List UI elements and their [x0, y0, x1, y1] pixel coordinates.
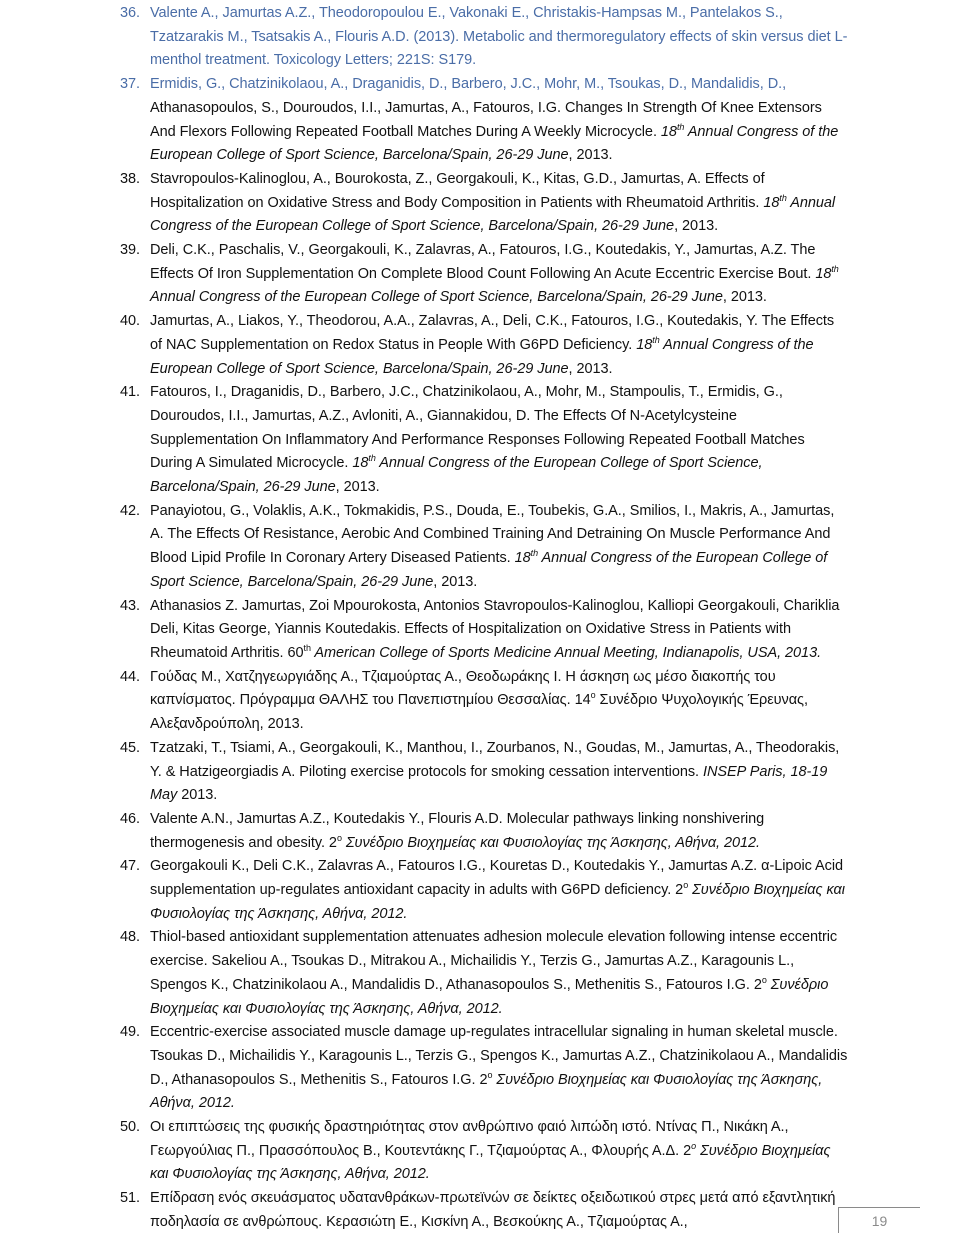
reference-item	[0, 500, 960, 595]
reference-text: , 2013.	[568, 147, 613, 164]
reference-item	[0, 666, 960, 737]
reference-number: 44.	[120, 668, 141, 685]
reference-item	[0, 926, 960, 1021]
reference-number: 41.	[120, 384, 141, 401]
reference-text: Συνέδριο Βιοχημείας και Φυσιολογίας της Άσκησης, Αθήνα, 2012.	[150, 1142, 831, 1183]
reference-text: Panayiotou, G., Volaklis, A.K., Tokmakidis, P.S., Douda, E., Toubekis, G.A., Smilios, I., Makris, A., Jamurtas, A. The Effects Of Resistance, Aerobic And Combined Training And Detraining On Muscle Performance And Blood Lipid Profile In Coronary Artery Diseased Patients.	[150, 502, 835, 567]
reference-number: 46.	[120, 810, 141, 827]
reference-text: Eccentric-exercise associated muscle damage up-regulates intracellular signaling in human skeletal muscle. Tsoukas D., Michailidis Y., Karagounis L., Terzis G., Spengos K., Jamurtas A.Z., Chatzinikolaou A., Mandalidis D., Athanasopoulos S., Methenitis S., Fatouros I.G. 2	[150, 1024, 848, 1088]
reference-item	[0, 1021, 960, 1116]
reference-text: , 2013.	[433, 573, 478, 590]
ordinal-superscript: ο	[590, 690, 596, 701]
reference-text: 18	[636, 336, 653, 353]
reference-text: Tzatzaki, T., Tsiami, A., Georgakouli, K., Manthou, I., Zourbanos, N., Goudas, M., Jamurtas, A., Theodorakis, Y. & Hatzigeorgiadis A. Piloting exercise protocols for smoking cessation interventions.	[150, 739, 840, 780]
reference-item	[0, 310, 960, 381]
ordinal-superscript: th	[368, 453, 376, 464]
reference-text: Valente A.N., Jamurtas A.Z., Koutedakis Y., Flouris A.D. Molecular pathways linking nonshivering thermogenesis and obesity. 2	[150, 810, 765, 851]
reference-number: 47.	[120, 858, 141, 875]
reference-text: Επίδραση ενός σκευάσματος υδατανθράκων-πρωτεϊνών σε δείκτες οξειδωτικού στρες μετά από εξαντλητική ποδηλασία σε ανθρώπους. Κερασιώτη Ε., Κισκίνη Α., Βεσκούκης Α., Τζιαμούρτας Α.,	[150, 1190, 836, 1230]
reference-text: Συνέδριο Βιοχημείας και Φυσιολογίας της Άσκησης, Αθήνα, 2012.	[341, 834, 761, 851]
reference-text: Annual Congress of the European College of Sport Science, Barcelona/Spain, 26-29 June	[150, 289, 723, 306]
reference-text: 18	[660, 123, 677, 140]
reference-text: Fatouros, I., Draganidis, D., Barbero, J.C., Chatzinikolaou, A., Mohr, M., Stampoulis, T., Ermidis, G., Douroudos, I.I., Jamurtas, A.Z., Avloniti, A., Giannakidou, D. The Effects Of N-Acetylcysteine Supplementation On Inflammatory And Performance Responses Following Repeated Football Matches During A Simulated Microcycle.	[150, 384, 805, 472]
reference-text: 18	[815, 265, 832, 282]
reference-text: Συνέδριο Βιοχημείας και Φυσιολογίας της Άσκησης, Αθήνα, 2012.	[150, 882, 845, 922]
ordinal-superscript: o	[336, 832, 342, 843]
reference-text: , 2013.	[722, 289, 767, 306]
reference-number: 48.	[120, 929, 141, 946]
ordinal-superscript: th	[676, 121, 685, 132]
reference-text: , 2013.	[568, 360, 613, 377]
reference-text: INSEP Paris, 18-19 May	[150, 763, 828, 804]
reference-number: 36.	[120, 5, 141, 21]
reference-text: Οι επιπτώσεις της φυσικής δραστηριότητας στον ανθρώπινο φαιό λιπώδη ιστό. Ντίνας Π., Νικάκη Α., Γεωργούλιας Π., Πρασσόπουλος Β., Κουτεντάκης Γ., Τζιαμούρτας Α., Φλουρής Α.Δ. 2	[150, 1119, 789, 1159]
ordinal-superscript: o	[683, 880, 689, 891]
reference-number: 43.	[120, 597, 141, 614]
reference-number: 45.	[120, 739, 141, 756]
reference-item	[0, 808, 960, 855]
reference-text: 18	[763, 194, 780, 211]
reference-text: , 2013.	[674, 218, 719, 235]
reference-text: Jamurtas, A., Liakos, Y., Theodorou, A.A., Zalavras, A., Deli, C.K., Fatouros, I.G., Koutedakis, Y. The Effects of NAC Supplementation on Redox Status in People With G6PD Deficiency.	[150, 313, 835, 353]
ordinal-superscript: th	[303, 642, 311, 653]
reference-item	[0, 1187, 960, 1234]
reference-text: Deli, C.K., Paschalis, V., Georgakouli, K., Zalavras, A., Fatouros, I.G., Koutedakis, Y., Jamurtas, A.Z. The Effects Of Iron Supplementation On Complete Blood Count Following An Acute Eccentric Exercise Bout.	[150, 242, 816, 282]
reference-text: , 2013.	[335, 479, 380, 496]
reference-text: Συνέδριο Βιοχημείας και Φυσιολογίας της Άσκησης, Αθήνα, 2012.	[150, 976, 829, 1017]
reference-number: 50.	[120, 1119, 141, 1136]
reference-text: Annual Congress of the European College of Sport Science, Barcelona/Spain, 26-29 June	[150, 194, 836, 235]
reference-text: Stavropoulos-Kalinoglou, A., Bourokosta, Z., Georgakouli, K., Kitas, G.D., Jamurtas, A. Effects of Hospitalization on Oxidative Stress and Body Composition in Patients with Rheumatoid Arthritis.	[150, 170, 765, 211]
reference-number: 51.	[120, 1190, 141, 1207]
reference-number: 38.	[120, 170, 141, 187]
reference-number: 49.	[120, 1024, 141, 1041]
reference-text: Athanasopoulos, S., Douroudos, I.I., Jamurtas, A., Fatouros, I.G. Changes In Strength Of Knee Extensors And Flexors Following Repeated Football Matches During A Weekly Microcycle.	[150, 99, 822, 140]
reference-item	[0, 239, 960, 310]
reference-item	[0, 737, 960, 808]
reference-number: 39.	[120, 242, 141, 259]
ordinal-superscript: o	[761, 974, 767, 985]
reference-text: Thiol-based antioxidant supplementation attenuates adhesion molecule elevation following intense eccentric exercise. Sakeliou A., Tsoukas D., Mitrakou A., Michailidis Y., Terzis G., Jamurtas A.Z., Karagounis L., Spengos K., Chatzinikolaou A., Mandalidis D., Athanasopoulos S., Methenitis S., Fatouros I.G. 2	[150, 929, 838, 993]
reference-text: 18	[352, 455, 369, 472]
reference-text: 2013.	[177, 787, 218, 804]
ordinal-superscript: ο	[691, 1140, 697, 1151]
reference-list	[0, 2, 960, 1235]
reference-text: Συνέδριο Ψυχολογικής Έρευνας, Αλεξανδρούπολη, 2013.	[150, 692, 808, 733]
ordinal-superscript: th	[831, 263, 839, 274]
reference-text: Annual Congress of the European College of Sport Science, Barcelona/Spain, 26-29 June	[150, 123, 839, 164]
reference-number: 42.	[120, 502, 141, 519]
reference-item	[0, 1116, 960, 1187]
reference-text: Γούδας Μ., Χατζηγεωργιάδης Α., Τζιαμούρτας Α., Θεοδωράκης Ι. Η άσκηση ως μέσο διακοπής του καπνίσματος. Πρόγραμμα ΘΑΛΗΣ του Πανεπιστημίου Θεσσαλίας. 14	[150, 668, 776, 709]
reference-text: Annual Congress of the European College of Sport Science, Barcelona/Spain, 26-29 June	[150, 550, 828, 590]
reference-text: American College of Sports Medicine Annual Meeting, Indianapolis, USA, 2013.	[310, 644, 822, 661]
reference-text: 18	[514, 550, 531, 567]
reference-item	[0, 2, 960, 73]
ordinal-superscript: o	[487, 1069, 493, 1080]
ordinal-superscript: th	[652, 334, 660, 345]
reference-text: Συνέδριο Βιοχημείας και Φυσιολογίας της Άσκησης, Αθήνα, 2012.	[150, 1071, 823, 1112]
reference-text: Georgakouli K., Deli C.K., Zalavras A., Fatouros I.G., Kouretas D., Koutedakis Y., Jamurtas A.Z. α-Lipoic Acid supplementation up-regulates antioxidant capacity in adults with G6PD deficiency. 2	[150, 858, 844, 899]
reference-number: 40.	[120, 313, 141, 330]
reference-number: 37.	[120, 76, 141, 93]
reference-item	[0, 168, 960, 239]
reference-item	[0, 595, 960, 666]
page-number: 19	[838, 1207, 920, 1233]
reference-text: Annual Congress of the European College of Sport Science, Barcelona/Spain, 26-29 June	[150, 336, 814, 377]
reference-text: Athanasios Z. Jamurtas, Zoi Mpourokosta, Antonios Stavropoulos-Kalinoglou, Kalliopi Georgakouli, Chariklia Deli, Kitas George, Yiannis Koutedakis. Effects of Hospitalization on Oxidative Stress in Patients with Rheumatoid Arthritis. 60	[150, 597, 840, 661]
reference-item	[0, 381, 960, 500]
reference-item	[0, 73, 960, 168]
ordinal-superscript: th	[779, 192, 787, 203]
reference-item	[0, 855, 960, 926]
reference-text: Ermidis, G., Chatzinikolaou, A., Draganidis, D., Barbero, J.C., Mohr, M., Tsoukas, D., Mandalidis, D.,	[150, 76, 787, 93]
reference-text: Valente A., Jamurtas A.Z., Theodoropoulou E., Vakonaki E., Christakis-Hampsas M., Pantelakos S., Tzatzarakis M., Tsatsakis A., Flouris A.D. (2013). Metabolic and thermoregulatory effects of skin versus diet L-menthol treatment. Toxicology Letters; 221S: S179.	[150, 5, 848, 69]
ordinal-superscript: th	[530, 548, 539, 559]
reference-text: Annual Congress of the European College of Sport Science, Barcelona/Spain, 26-29 June	[150, 455, 763, 496]
